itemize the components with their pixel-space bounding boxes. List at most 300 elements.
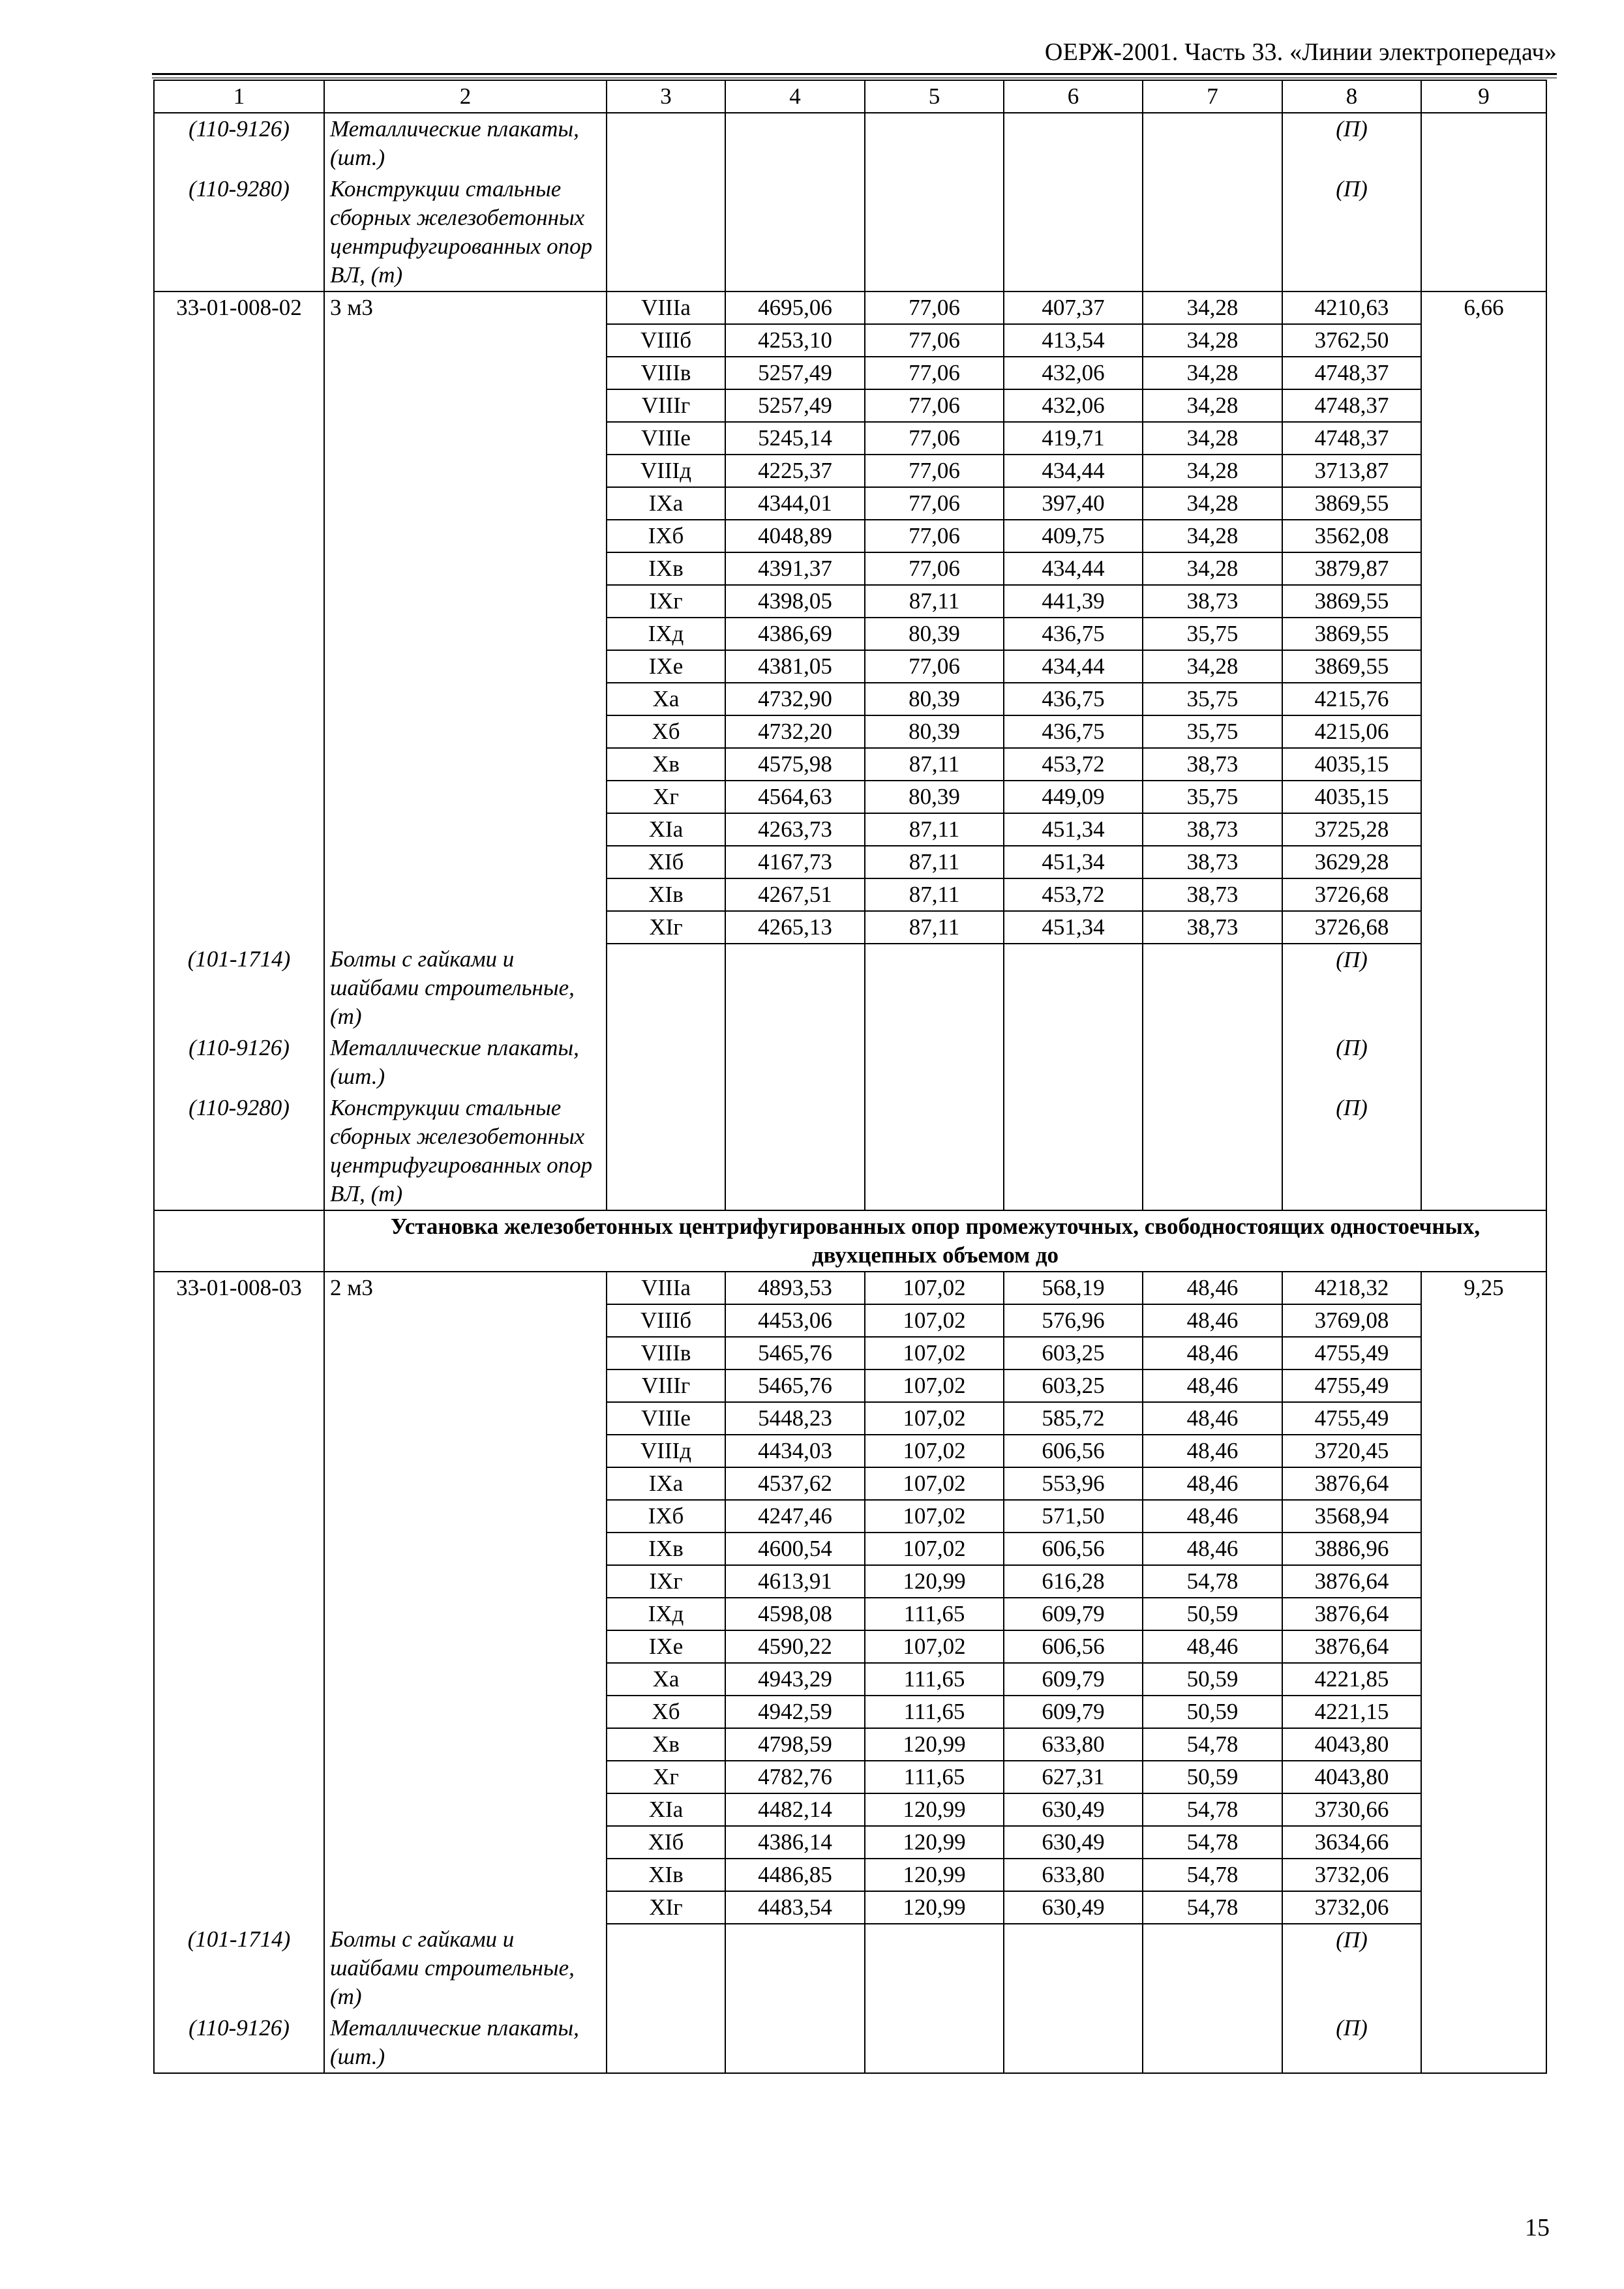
rate-row (154, 389, 1546, 422)
rate-row (154, 1761, 1546, 1793)
description-cell (324, 1369, 607, 1402)
materials-cell: 3720,45 (1282, 1435, 1421, 1467)
wages-cell (865, 1032, 1004, 1092)
code-cell (154, 618, 324, 650)
wages-cell: 77,06 (865, 487, 1004, 520)
machines-cell: 609,79 (1004, 1663, 1143, 1696)
materials-cell: 4210,63 (1282, 292, 1421, 324)
rate-row (154, 1272, 1546, 1304)
rate-row (154, 1598, 1546, 1630)
labor-cell (1421, 1337, 1546, 1369)
labor-cell (1421, 618, 1546, 650)
description-cell: Металлические плакаты, (шт.) (324, 2012, 607, 2073)
labor-cell (1421, 1793, 1546, 1826)
description-cell (324, 1565, 607, 1598)
rate-row (154, 1859, 1546, 1891)
machinist-wages-cell: 48,46 (1143, 1402, 1282, 1435)
wages-cell: 107,02 (865, 1337, 1004, 1369)
machinist-wages-cell: 54,78 (1143, 1565, 1282, 1598)
code-cell (154, 1728, 324, 1761)
column-number: 6 (1004, 80, 1143, 113)
code-cell (154, 389, 324, 422)
code-cell: (101-1714) (154, 1924, 324, 2012)
machinist-wages-cell: 50,59 (1143, 1663, 1282, 1696)
column-number: 2 (324, 80, 607, 113)
description-cell (324, 1500, 607, 1533)
region-cell: IXд (607, 618, 725, 650)
machinist-wages-cell (1143, 1032, 1282, 1092)
machines-cell: 609,79 (1004, 1598, 1143, 1630)
code-cell: (110-9280) (154, 173, 324, 292)
description-cell: Металлические плакаты, (шт.) (324, 1032, 607, 1092)
region-cell: IXв (607, 552, 725, 585)
region-cell: XIг (607, 911, 725, 944)
region-cell: VIIIд (607, 1435, 725, 1467)
rate-row (154, 1630, 1546, 1663)
total-cost-cell: 4695,06 (725, 292, 865, 324)
machines-cell: 585,72 (1004, 1402, 1143, 1435)
machines-cell (1004, 944, 1143, 1032)
total-cost-cell: 4600,54 (725, 1533, 865, 1565)
description-cell (324, 324, 607, 357)
region-cell: VIIIв (607, 1337, 725, 1369)
machinist-wages-cell: 34,28 (1143, 650, 1282, 683)
materials-cell: 4035,15 (1282, 748, 1421, 781)
machines-cell (1004, 1032, 1143, 1092)
material-row (154, 113, 1546, 173)
region-cell: IXб (607, 1500, 725, 1533)
materials-cell: 4035,15 (1282, 781, 1421, 813)
description-cell (324, 813, 607, 846)
labor-cell (1421, 1826, 1546, 1859)
wages-cell: 77,06 (865, 552, 1004, 585)
code-cell: (110-9126) (154, 1032, 324, 1092)
material-row (154, 173, 1546, 292)
wages-cell: 80,39 (865, 715, 1004, 748)
code-cell (154, 1663, 324, 1696)
wages-cell: 77,06 (865, 324, 1004, 357)
code-cell (154, 715, 324, 748)
column-number-row (154, 80, 1546, 113)
machines-cell: 576,96 (1004, 1304, 1143, 1337)
machinist-wages-cell: 48,46 (1143, 1630, 1282, 1663)
machinist-wages-cell: 34,28 (1143, 422, 1282, 455)
materials-cell: 3732,06 (1282, 1891, 1421, 1924)
machines-cell: 606,56 (1004, 1435, 1143, 1467)
machines-cell: 568,19 (1004, 1272, 1143, 1304)
wages-cell: 111,65 (865, 1598, 1004, 1630)
labor-cell (1421, 878, 1546, 911)
materials-cell: (П) (1282, 1032, 1421, 1092)
code-cell (154, 813, 324, 846)
region-cell (607, 2012, 725, 2073)
machines-cell: 451,34 (1004, 846, 1143, 878)
page-header: ОЕРЖ-2001. Часть 33. «Линии электропередач» (1044, 38, 1557, 66)
wages-cell: 120,99 (865, 1565, 1004, 1598)
labor-cell (1421, 357, 1546, 389)
code-cell (154, 1598, 324, 1630)
labor-cell (1421, 1663, 1546, 1696)
labor-cell (1421, 173, 1546, 292)
description-cell: 3 м3 (324, 292, 607, 324)
rate-row (154, 781, 1546, 813)
code-cell (154, 748, 324, 781)
machines-cell: 630,49 (1004, 1793, 1143, 1826)
region-cell: XIб (607, 846, 725, 878)
machines-cell: 407,37 (1004, 292, 1143, 324)
machines-cell: 571,50 (1004, 1500, 1143, 1533)
description-cell (324, 520, 607, 552)
description-cell (324, 846, 607, 878)
materials-cell: 3869,55 (1282, 650, 1421, 683)
materials-cell: 3876,64 (1282, 1467, 1421, 1500)
machinist-wages-cell: 48,46 (1143, 1369, 1282, 1402)
region-cell: Xв (607, 748, 725, 781)
rate-row (154, 748, 1546, 781)
description-cell: Конструкции стальные сборных железобетонных центрифугированных опор ВЛ, (т) (324, 173, 607, 292)
total-cost-cell: 5465,76 (725, 1337, 865, 1369)
total-cost-cell: 4942,59 (725, 1696, 865, 1728)
total-cost-cell: 4381,05 (725, 650, 865, 683)
materials-cell: (П) (1282, 2012, 1421, 2073)
region-cell: Xб (607, 1696, 725, 1728)
section-title: Установка железобетонных центрифугированных опор промежуточных, свободностоящих одностоечных, двухцепных объемом до (324, 1210, 1546, 1272)
total-cost-cell: 4247,46 (725, 1500, 865, 1533)
rate-row (154, 1337, 1546, 1369)
region-cell: VIIIа (607, 1272, 725, 1304)
region-cell: Xг (607, 1761, 725, 1793)
machines-cell: 633,80 (1004, 1859, 1143, 1891)
total-cost-cell: 4732,20 (725, 715, 865, 748)
machinist-wages-cell: 35,75 (1143, 781, 1282, 813)
description-cell (324, 1304, 607, 1337)
total-cost-cell: 4598,08 (725, 1598, 865, 1630)
machinist-wages-cell: 35,75 (1143, 683, 1282, 715)
wages-cell: 120,99 (865, 1891, 1004, 1924)
total-cost-cell: 4893,53 (725, 1272, 865, 1304)
total-cost-cell: 4265,13 (725, 911, 865, 944)
machines-cell: 627,31 (1004, 1761, 1143, 1793)
machinist-wages-cell: 54,78 (1143, 1826, 1282, 1859)
materials-cell: 4748,37 (1282, 422, 1421, 455)
machines-cell: 451,34 (1004, 911, 1143, 944)
description-cell (324, 1435, 607, 1467)
machines-cell (1004, 1092, 1143, 1210)
code-cell (154, 1304, 324, 1337)
wages-cell: 120,99 (865, 1826, 1004, 1859)
machines-cell: 453,72 (1004, 748, 1143, 781)
materials-cell: 4748,37 (1282, 357, 1421, 389)
description-cell (324, 1826, 607, 1859)
total-cost-cell: 4782,76 (725, 1761, 865, 1793)
materials-cell: 3876,64 (1282, 1565, 1421, 1598)
code-cell (154, 1369, 324, 1402)
total-cost-cell: 4048,89 (725, 520, 865, 552)
materials-cell: 3730,66 (1282, 1793, 1421, 1826)
machinist-wages-cell (1143, 173, 1282, 292)
rates-table (153, 80, 1547, 2074)
materials-cell: 3869,55 (1282, 618, 1421, 650)
description-cell: 2 м3 (324, 1272, 607, 1304)
rate-row (154, 1826, 1546, 1859)
code-cell: (101-1714) (154, 944, 324, 1032)
machines-cell: 434,44 (1004, 552, 1143, 585)
machines-cell: 606,56 (1004, 1630, 1143, 1663)
total-cost-cell: 5257,49 (725, 357, 865, 389)
materials-cell: 4755,49 (1282, 1369, 1421, 1402)
rate-row (154, 911, 1546, 944)
machinist-wages-cell: 34,28 (1143, 552, 1282, 585)
wages-cell: 87,11 (865, 748, 1004, 781)
code-cell: 33-01-008-02 (154, 292, 324, 324)
labor-cell (1421, 1369, 1546, 1402)
machinist-wages-cell: 38,73 (1143, 878, 1282, 911)
materials-cell: 4748,37 (1282, 389, 1421, 422)
rate-row (154, 1304, 1546, 1337)
machinist-wages-cell: 48,46 (1143, 1272, 1282, 1304)
region-cell: VIIIе (607, 422, 725, 455)
column-number: 9 (1421, 80, 1546, 113)
section-blank-cell (154, 1210, 324, 1272)
total-cost-cell: 4434,03 (725, 1435, 865, 1467)
machines-cell: 449,09 (1004, 781, 1143, 813)
materials-cell: 3879,87 (1282, 552, 1421, 585)
materials-cell: (П) (1282, 944, 1421, 1032)
column-number: 8 (1282, 80, 1421, 113)
total-cost-cell: 5245,14 (725, 422, 865, 455)
code-cell: (110-9280) (154, 1092, 324, 1210)
labor-cell (1421, 748, 1546, 781)
code-cell: (110-9126) (154, 2012, 324, 2073)
machines-cell: 451,34 (1004, 813, 1143, 846)
machinist-wages-cell: 34,28 (1143, 455, 1282, 487)
machinist-wages-cell: 48,46 (1143, 1337, 1282, 1369)
machinist-wages-cell: 38,73 (1143, 813, 1282, 846)
code-cell (154, 911, 324, 944)
code-cell (154, 487, 324, 520)
materials-cell: 3869,55 (1282, 487, 1421, 520)
rate-row (154, 1533, 1546, 1565)
total-cost-cell: 5257,49 (725, 389, 865, 422)
rate-row (154, 552, 1546, 585)
labor-cell (1421, 324, 1546, 357)
rate-row (154, 618, 1546, 650)
labor-cell (1421, 911, 1546, 944)
region-cell (607, 1092, 725, 1210)
section-title-row (154, 1210, 1546, 1272)
machines-cell: 436,75 (1004, 715, 1143, 748)
code-cell (154, 1630, 324, 1663)
machines-cell (1004, 2012, 1143, 2073)
description-cell (324, 1337, 607, 1369)
machinist-wages-cell: 38,73 (1143, 748, 1282, 781)
materials-cell: 3762,50 (1282, 324, 1421, 357)
labor-cell (1421, 715, 1546, 748)
code-cell (154, 1435, 324, 1467)
machines-cell: 453,72 (1004, 878, 1143, 911)
materials-cell: 4755,49 (1282, 1337, 1421, 1369)
labor-cell (1421, 650, 1546, 683)
total-cost-cell: 4167,73 (725, 846, 865, 878)
region-cell: VIIIг (607, 1369, 725, 1402)
wages-cell: 77,06 (865, 422, 1004, 455)
labor-cell (1421, 1598, 1546, 1630)
wages-cell (865, 113, 1004, 173)
labor-cell (1421, 113, 1546, 173)
total-cost-cell: 4453,06 (725, 1304, 865, 1337)
code-cell (154, 1761, 324, 1793)
machines-cell: 616,28 (1004, 1565, 1143, 1598)
rate-row (154, 683, 1546, 715)
code-cell (154, 1826, 324, 1859)
rate-row (154, 324, 1546, 357)
total-cost-cell (725, 944, 865, 1032)
materials-cell: (П) (1282, 1924, 1421, 2012)
labor-cell: 6,66 (1421, 292, 1546, 324)
materials-cell: 3732,06 (1282, 1859, 1421, 1891)
labor-cell (1421, 944, 1546, 1032)
rate-row (154, 1793, 1546, 1826)
materials-cell: 3713,87 (1282, 455, 1421, 487)
total-cost-cell: 4398,05 (725, 585, 865, 618)
total-cost-cell (725, 1924, 865, 2012)
materials-cell: 4221,15 (1282, 1696, 1421, 1728)
column-number: 5 (865, 80, 1004, 113)
total-cost-cell: 4391,37 (725, 552, 865, 585)
region-cell: XIг (607, 1891, 725, 1924)
total-cost-cell: 4267,51 (725, 878, 865, 911)
region-cell: IXв (607, 1533, 725, 1565)
wages-cell (865, 944, 1004, 1032)
material-row (154, 1092, 1546, 1210)
labor-cell (1421, 1859, 1546, 1891)
rate-row (154, 422, 1546, 455)
region-cell: Xв (607, 1728, 725, 1761)
rate-row (154, 650, 1546, 683)
description-cell (324, 683, 607, 715)
machines-cell (1004, 113, 1143, 173)
rate-row (154, 813, 1546, 846)
description-cell (324, 585, 607, 618)
wages-cell: 77,06 (865, 292, 1004, 324)
total-cost-cell (725, 113, 865, 173)
labor-cell (1421, 552, 1546, 585)
labor-cell (1421, 1696, 1546, 1728)
rate-row (154, 520, 1546, 552)
labor-cell (1421, 1032, 1546, 1092)
rate-row (154, 846, 1546, 878)
total-cost-cell: 4225,37 (725, 455, 865, 487)
machines-cell: 633,80 (1004, 1728, 1143, 1761)
total-cost-cell: 4564,63 (725, 781, 865, 813)
rate-row (154, 1435, 1546, 1467)
materials-cell: 3725,28 (1282, 813, 1421, 846)
wages-cell: 107,02 (865, 1630, 1004, 1663)
wages-cell: 120,99 (865, 1793, 1004, 1826)
wages-cell: 107,02 (865, 1402, 1004, 1435)
materials-cell: 4043,80 (1282, 1761, 1421, 1793)
materials-cell: 3568,94 (1282, 1500, 1421, 1533)
region-cell: VIIIб (607, 1304, 725, 1337)
total-cost-cell: 4537,62 (725, 1467, 865, 1500)
region-cell: IXе (607, 650, 725, 683)
rate-row (154, 878, 1546, 911)
description-cell (324, 422, 607, 455)
machinist-wages-cell: 38,73 (1143, 585, 1282, 618)
labor-cell (1421, 1092, 1546, 1210)
wages-cell: 87,11 (865, 878, 1004, 911)
total-cost-cell: 4253,10 (725, 324, 865, 357)
machinist-wages-cell: 54,78 (1143, 1793, 1282, 1826)
machinist-wages-cell (1143, 2012, 1282, 2073)
region-cell: IXг (607, 1565, 725, 1598)
rate-row (154, 1891, 1546, 1924)
description-cell (324, 552, 607, 585)
labor-cell (1421, 1728, 1546, 1761)
machines-cell: 397,40 (1004, 487, 1143, 520)
materials-cell: 3876,64 (1282, 1630, 1421, 1663)
labor-cell (1421, 2012, 1546, 2073)
description-cell (324, 1663, 607, 1696)
description-cell (324, 650, 607, 683)
machinist-wages-cell: 50,59 (1143, 1598, 1282, 1630)
materials-cell: 4215,76 (1282, 683, 1421, 715)
machines-cell: 434,44 (1004, 455, 1143, 487)
labor-cell: 9,25 (1421, 1272, 1546, 1304)
description-cell (324, 1630, 607, 1663)
labor-cell (1421, 1630, 1546, 1663)
description-cell (324, 357, 607, 389)
materials-cell: 4215,06 (1282, 715, 1421, 748)
column-number: 7 (1143, 80, 1282, 113)
machines-cell: 603,25 (1004, 1337, 1143, 1369)
total-cost-cell: 4590,22 (725, 1630, 865, 1663)
labor-cell (1421, 389, 1546, 422)
total-cost-cell: 4344,01 (725, 487, 865, 520)
code-cell (154, 552, 324, 585)
rate-row (154, 1696, 1546, 1728)
machinist-wages-cell (1143, 1924, 1282, 2012)
region-cell: IXб (607, 520, 725, 552)
region-cell: XIб (607, 1826, 725, 1859)
total-cost-cell: 4732,90 (725, 683, 865, 715)
description-cell (324, 618, 607, 650)
total-cost-cell (725, 1032, 865, 1092)
code-cell (154, 1533, 324, 1565)
wages-cell (865, 173, 1004, 292)
wages-cell: 111,65 (865, 1663, 1004, 1696)
wages-cell: 120,99 (865, 1728, 1004, 1761)
region-cell: VIIIв (607, 357, 725, 389)
description-cell (324, 878, 607, 911)
labor-cell (1421, 813, 1546, 846)
total-cost-cell: 4486,85 (725, 1859, 865, 1891)
materials-cell: 3629,28 (1282, 846, 1421, 878)
table-body (154, 113, 1546, 2073)
rate-row (154, 487, 1546, 520)
machinist-wages-cell (1143, 113, 1282, 173)
wages-cell: 87,11 (865, 911, 1004, 944)
labor-cell (1421, 1761, 1546, 1793)
rate-row (154, 292, 1546, 324)
wages-cell: 107,02 (865, 1533, 1004, 1565)
material-row (154, 1924, 1546, 2012)
machines-cell: 413,54 (1004, 324, 1143, 357)
rate-row (154, 1402, 1546, 1435)
labor-cell (1421, 1891, 1546, 1924)
labor-cell (1421, 455, 1546, 487)
materials-cell: 3726,68 (1282, 911, 1421, 944)
